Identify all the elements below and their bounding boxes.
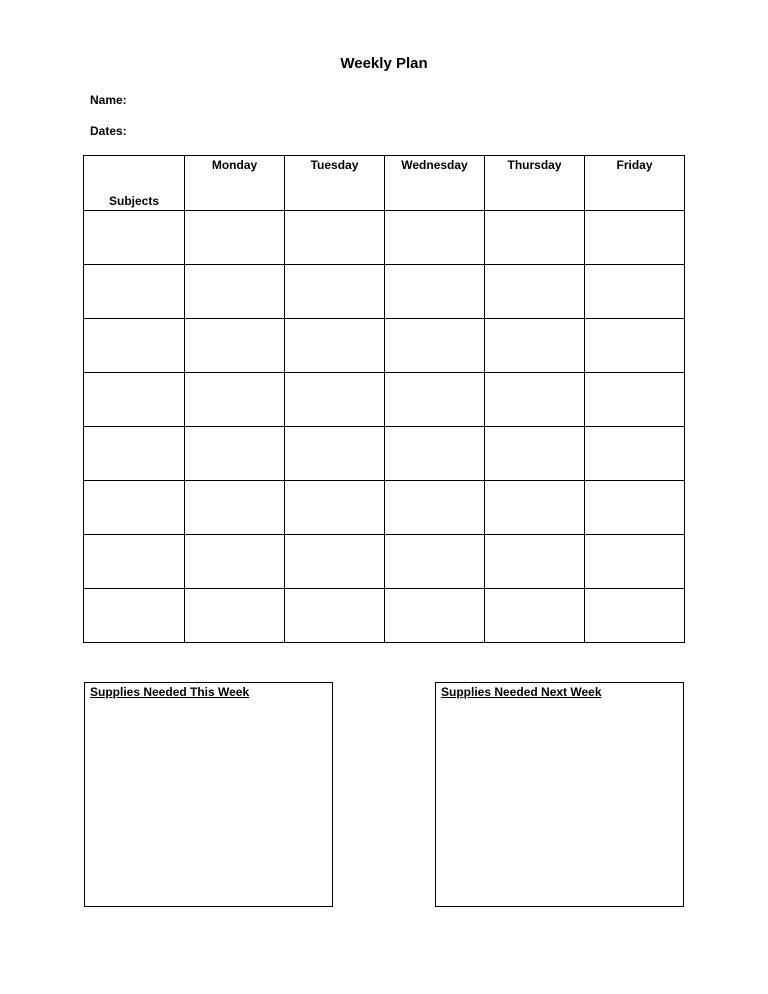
- table-cell: [585, 211, 685, 265]
- table-cell: [285, 373, 385, 427]
- table-row: [84, 319, 685, 373]
- table-cell: [485, 373, 585, 427]
- table-cell: [84, 265, 185, 319]
- table-cell: [185, 589, 285, 643]
- table-cell: [385, 481, 485, 535]
- table-cell: [84, 319, 185, 373]
- table-cell: [585, 481, 685, 535]
- table-cell: [285, 211, 385, 265]
- subjects-header: Subjects: [84, 156, 185, 211]
- table-cell: [385, 265, 485, 319]
- table-cell: [285, 481, 385, 535]
- table-cell: [185, 535, 285, 589]
- table-row: [84, 535, 685, 589]
- table-cell: [285, 427, 385, 481]
- table-cell: [485, 427, 585, 481]
- table-row: [84, 265, 685, 319]
- table-cell: [185, 427, 285, 481]
- supplies-next-week-heading: Supplies Needed Next Week: [441, 685, 602, 699]
- table-cell: [485, 535, 585, 589]
- table-cell: [185, 265, 285, 319]
- table-cell: [285, 535, 385, 589]
- day-header-wednesday: Wednesday: [385, 156, 485, 211]
- supplies-next-week-box: [435, 682, 684, 907]
- table-cell: [185, 211, 285, 265]
- table-cell: [185, 481, 285, 535]
- table-cell: [185, 373, 285, 427]
- dates-label: Dates:: [90, 124, 127, 138]
- table-cell: [84, 427, 185, 481]
- table-row: [84, 589, 685, 643]
- table-cell: [585, 589, 685, 643]
- table-cell: [585, 535, 685, 589]
- table-cell: [385, 211, 485, 265]
- table-cell: [84, 535, 185, 589]
- table-cell: [585, 319, 685, 373]
- table-cell: [185, 319, 285, 373]
- table-cell: [485, 481, 585, 535]
- table-cell: [385, 535, 485, 589]
- table-cell: [485, 211, 585, 265]
- name-label: Name:: [90, 93, 127, 107]
- weekly-plan-table: [83, 155, 685, 643]
- day-header-tuesday: Tuesday: [285, 156, 385, 211]
- table-cell: [84, 373, 185, 427]
- day-header-monday: Monday: [185, 156, 285, 211]
- table-cell: [84, 589, 185, 643]
- table-cell: [285, 265, 385, 319]
- day-header-friday: Friday: [585, 156, 685, 211]
- table-cell: [385, 427, 485, 481]
- table-cell: [385, 319, 485, 373]
- supplies-this-week-heading: Supplies Needed This Week: [90, 685, 250, 699]
- table-row: [84, 481, 685, 535]
- table-cell: [285, 589, 385, 643]
- table-header-row: [84, 156, 685, 211]
- table-cell: [485, 589, 585, 643]
- table-cell: [385, 589, 485, 643]
- table-cell: [485, 319, 585, 373]
- table-cell: [84, 481, 185, 535]
- table-cell: [385, 373, 485, 427]
- supplies-this-week-box: [84, 682, 333, 907]
- table-row: [84, 211, 685, 265]
- table-row: [84, 373, 685, 427]
- table-cell: [585, 373, 685, 427]
- table-cell: [485, 265, 585, 319]
- table-row: [84, 427, 685, 481]
- table-cell: [84, 211, 185, 265]
- page-title: Weekly Plan: [340, 55, 428, 72]
- table-cell: [285, 319, 385, 373]
- table-cell: [585, 265, 685, 319]
- table-cell: [585, 427, 685, 481]
- day-header-thursday: Thursday: [485, 156, 585, 211]
